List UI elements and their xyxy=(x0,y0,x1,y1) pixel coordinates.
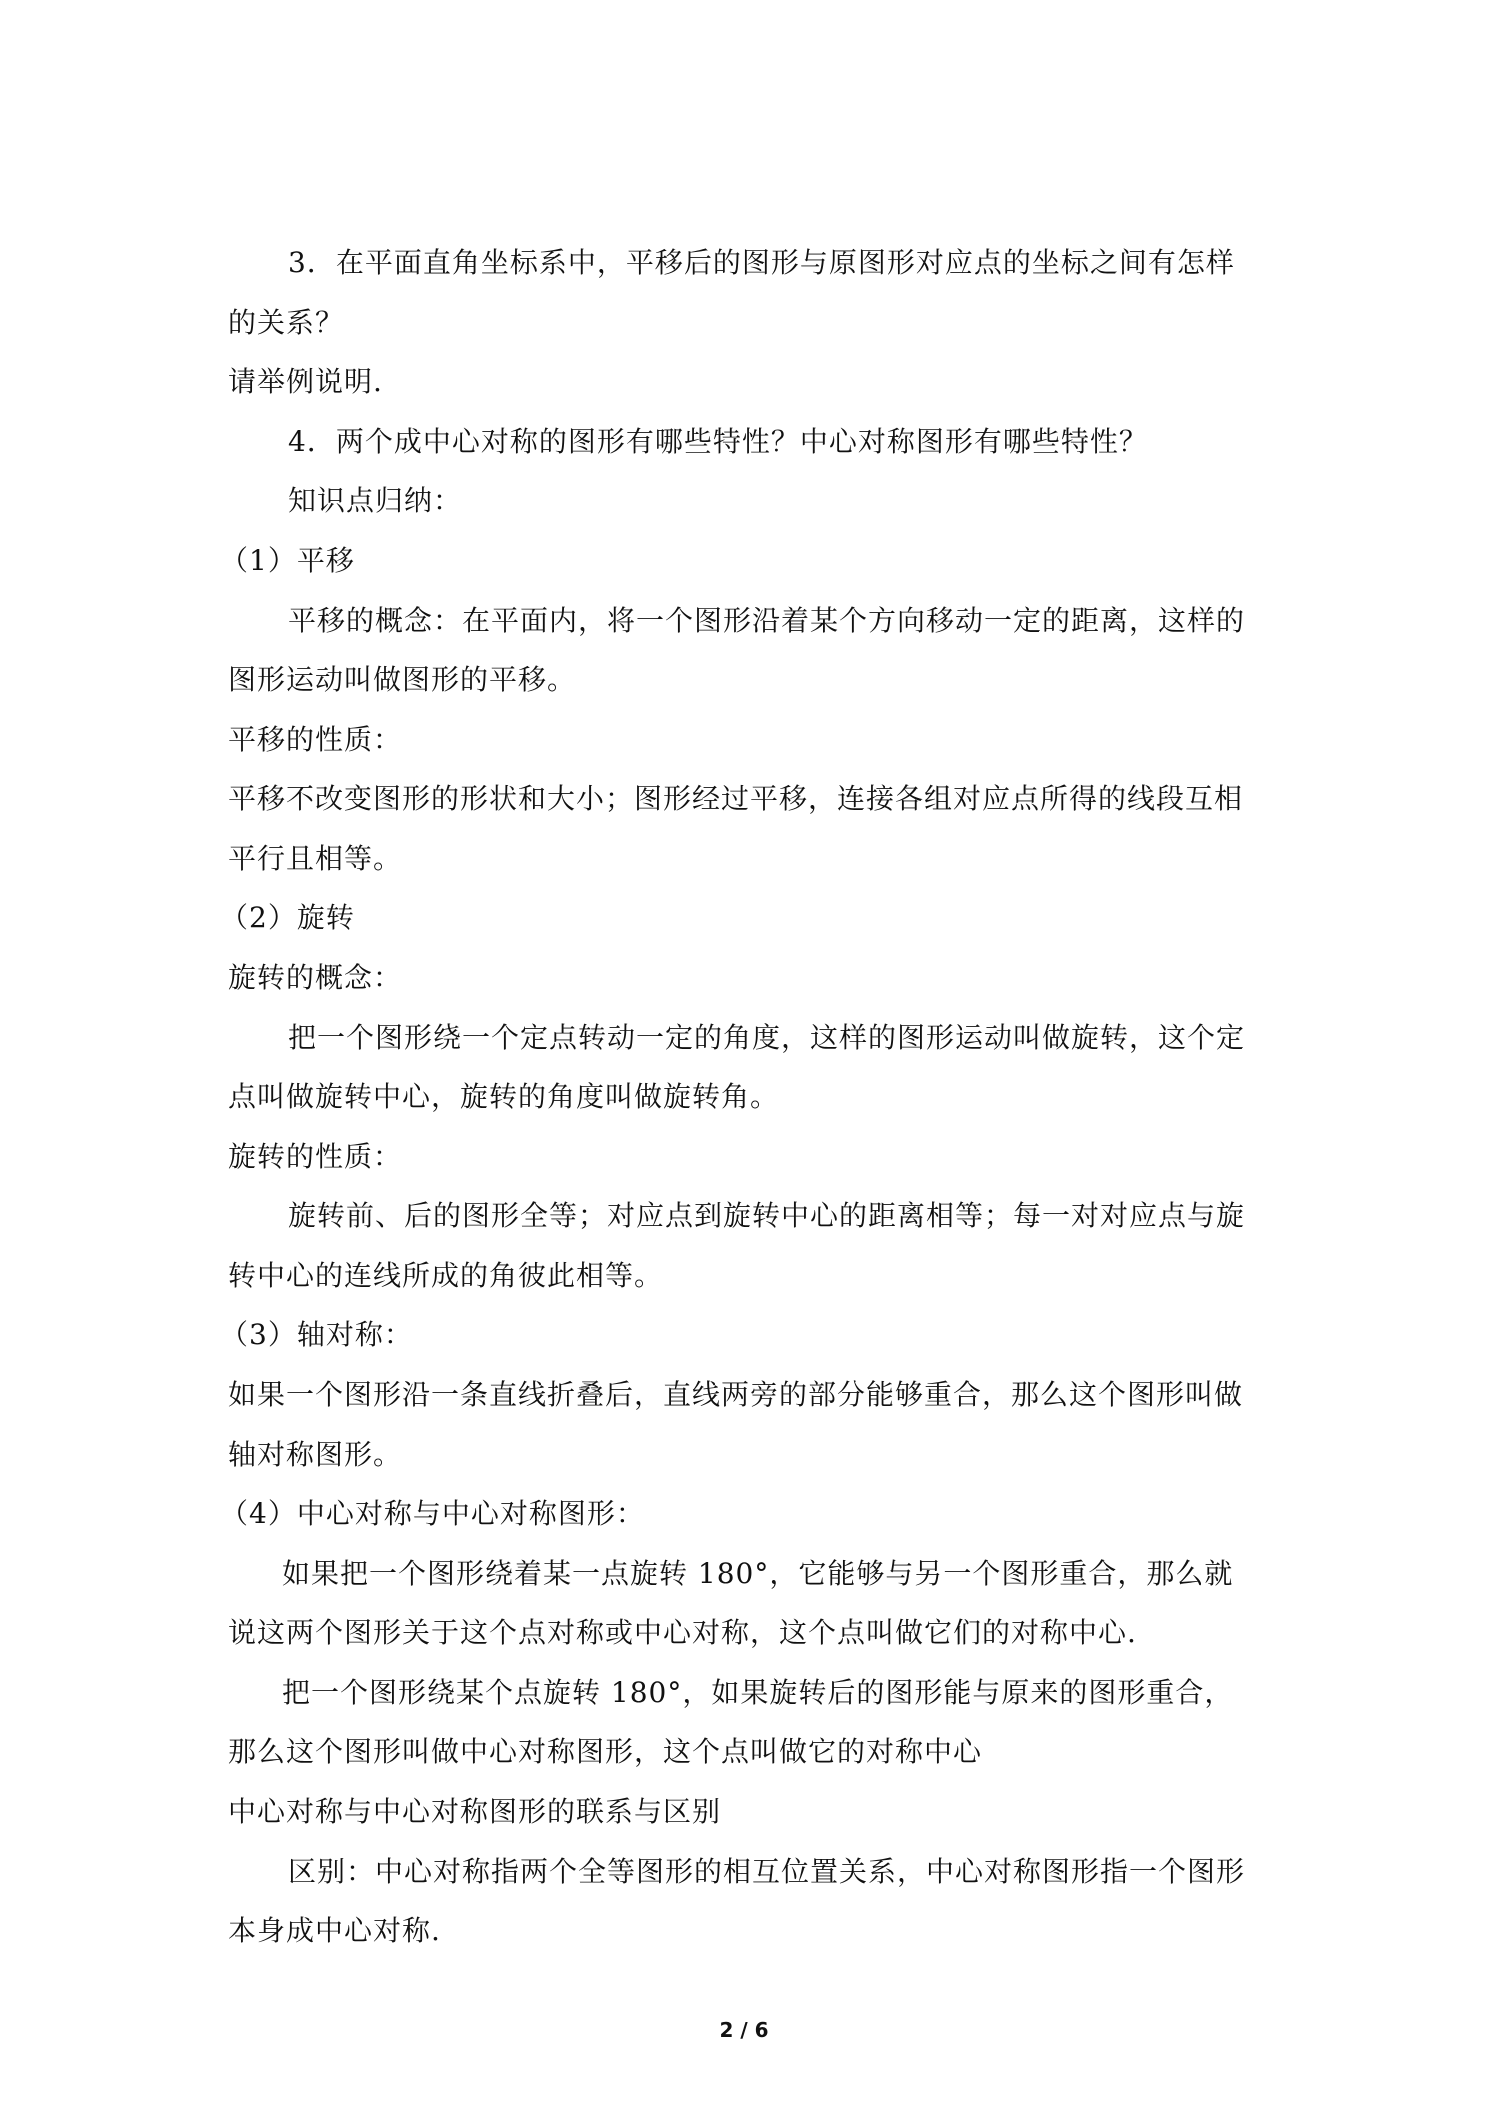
section-central-symmetry-heading: （4）中心对称与中心对称图形： xyxy=(220,1497,645,1530)
rotation-concept-label: 旋转的概念： xyxy=(228,961,403,994)
section-rotation-heading: （2）旋转 xyxy=(220,901,355,934)
summary-heading: 知识点归纳： xyxy=(288,484,463,517)
section-axial-symmetry-heading: （3）轴对称： xyxy=(220,1318,413,1351)
page-number: 2 / 6 xyxy=(719,2018,769,2042)
translation-concept-line-1: 平移的概念：在平面内，将一个图形沿着某个方向移动一定的距离，这样的 xyxy=(288,604,1246,637)
difference-line-1: 区别：中心对称指两个全等图形的相互位置关系，中心对称图形指一个图形 xyxy=(288,1855,1246,1888)
translation-property-line-2: 平行且相等。 xyxy=(228,842,403,875)
rotation-concept-line-1: 把一个图形绕一个定点转动一定的角度，这样的图形运动叫做旋转，这个定 xyxy=(288,1021,1246,1054)
translation-property-label: 平移的性质： xyxy=(228,723,403,756)
question-3-line-2: 的关系？ xyxy=(228,306,345,339)
axial-symmetry-line-2: 轴对称图形。 xyxy=(228,1438,403,1471)
central-symmetric-figure-line-2: 那么这个图形叫做中心对称图形，这个点叫做它的对称中心 xyxy=(228,1735,983,1768)
relation-heading: 中心对称与中心对称图形的联系与区别 xyxy=(228,1795,722,1828)
difference-line-2: 本身成中心对称. xyxy=(228,1914,441,1947)
question-3-line-1: 3．在平面直角坐标系中，平移后的图形与原图形对应点的坐标之间有怎样 xyxy=(288,246,1235,279)
central-symmetry-line-1: 如果把一个图形绕着某一点旋转 180°，它能够与另一个图形重合，那么就 xyxy=(282,1557,1234,1590)
rotation-property-line-2: 转中心的连线所成的角彼此相等。 xyxy=(228,1259,664,1292)
question-4: 4．两个成中心对称的图形有哪些特性？中心对称图形有哪些特性？ xyxy=(288,425,1148,458)
rotation-property-line-1: 旋转前、后的图形全等；对应点到旋转中心的距离相等；每一对对应点与旋 xyxy=(288,1199,1246,1232)
central-symmetry-line-2: 说这两个图形关于这个点对称或中心对称，这个点叫做它们的对称中心. xyxy=(228,1616,1137,1649)
translation-concept-line-2: 图形运动叫做图形的平移。 xyxy=(228,663,577,696)
axial-symmetry-line-1: 如果一个图形沿一条直线折叠后，直线两旁的部分能够重合，那么这个图形叫做 xyxy=(228,1378,1244,1411)
rotation-property-label: 旋转的性质： xyxy=(228,1140,403,1173)
central-symmetric-figure-line-1: 把一个图形绕某个点旋转 180°，如果旋转后的图形能与原来的图形重合， xyxy=(282,1676,1234,1709)
section-translation-heading: （1）平移 xyxy=(220,544,355,577)
rotation-concept-line-2: 点叫做旋转中心，旋转的角度叫做旋转角。 xyxy=(228,1080,780,1113)
translation-property-line-1: 平移不改变图形的形状和大小；图形经过平移，连接各组对应点所得的线段互相 xyxy=(228,782,1244,815)
question-3-line-3: 请举例说明. xyxy=(228,365,383,398)
